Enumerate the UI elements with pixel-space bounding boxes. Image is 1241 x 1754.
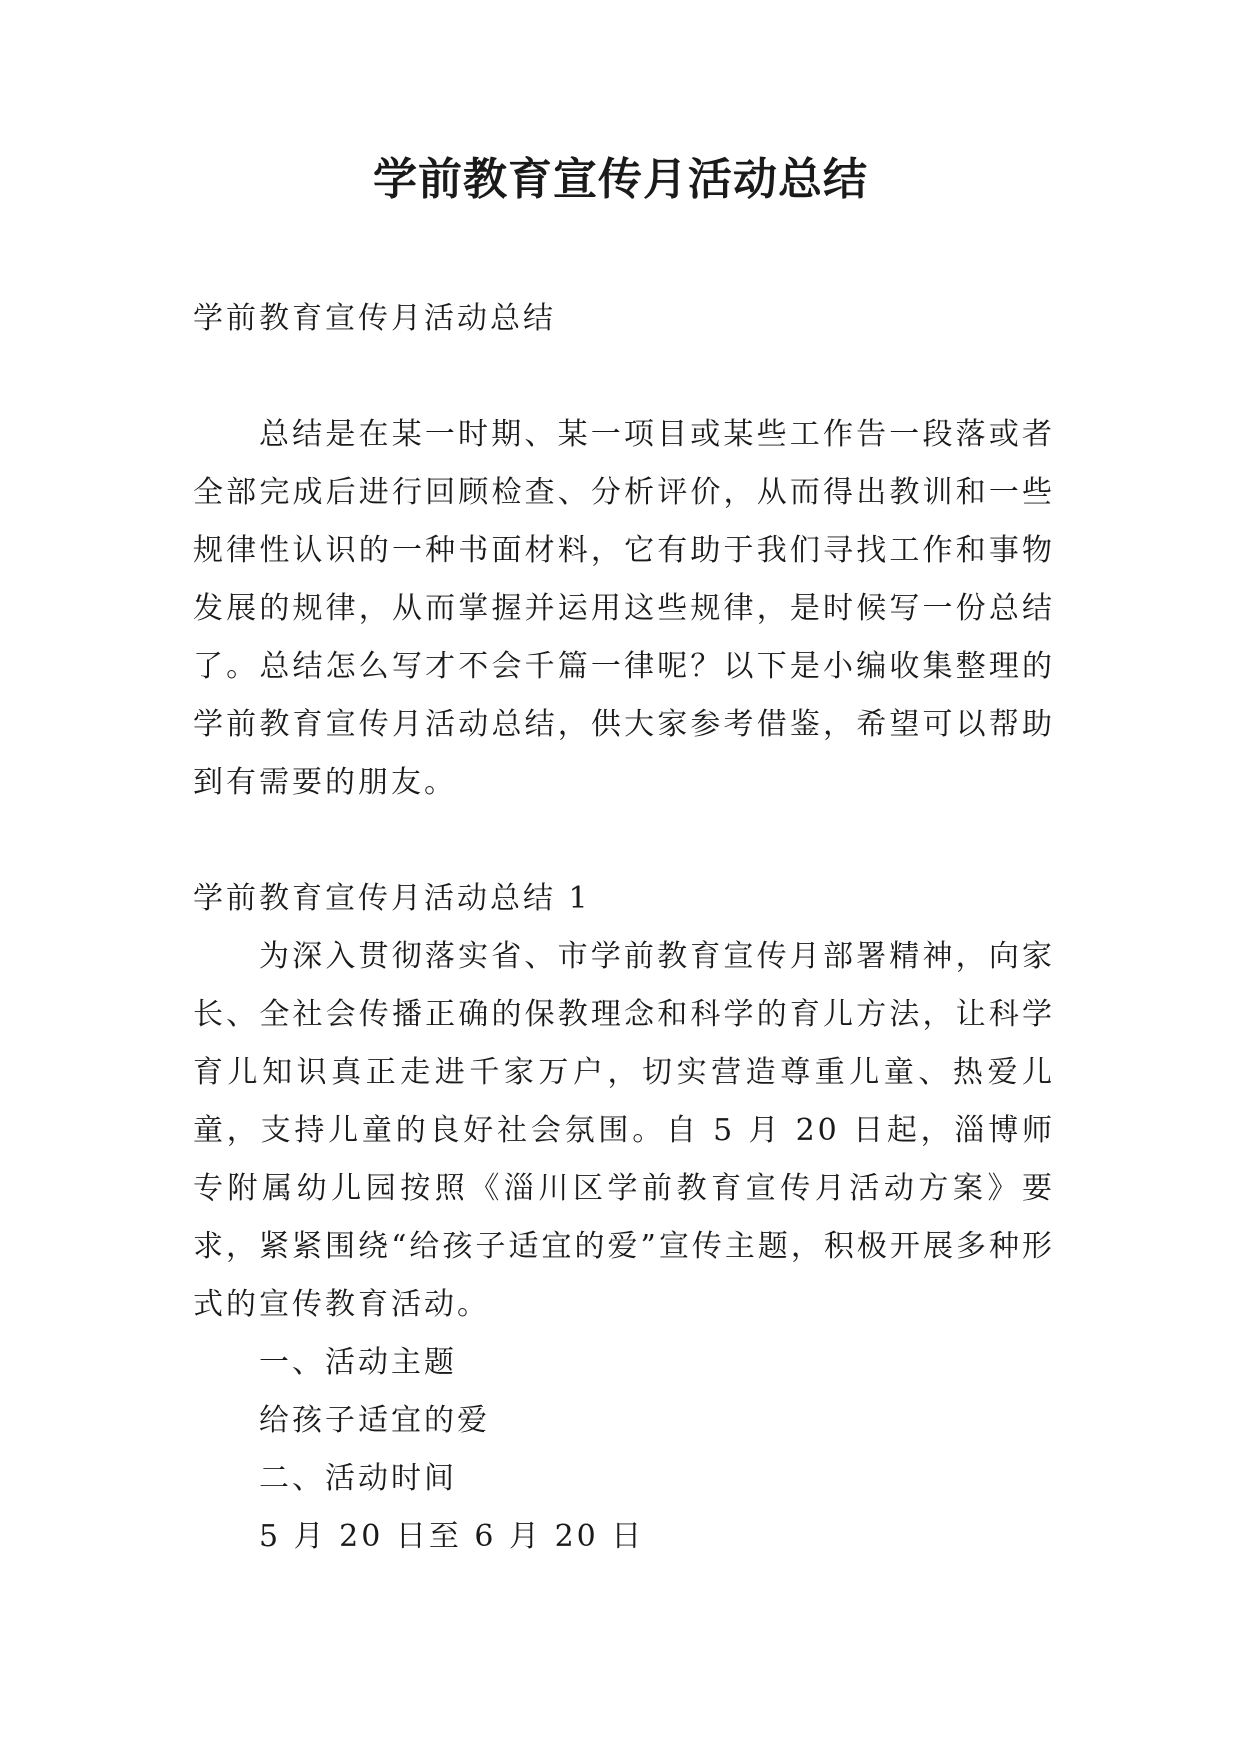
- document-subtitle: 学前教育宣传月活动总结: [193, 301, 556, 336]
- section-paragraph: 为深入贯彻落实省、市学前教育宣传月部署精神，向家长、全社会传播正确的保教理念和科学的育儿方法，让科学育儿知识真正走进千家万户，切实营造尊重儿童、热爱儿童，支持儿童的良好社会氛围。自 5 月 20 日起，淄博师专附属幼儿园按照《淄川区学前教育宣传月活动方案》要求，紧紧围绕“给孩子适宜的爱”宣传主题，积极开展多种形式的宣传教育活动。: [193, 939, 1055, 1322]
- item-heading-theme: 一、活动主题: [259, 1345, 457, 1380]
- document-title: 学前教育宣传月活动总结: [373, 154, 868, 205]
- item-heading-time: 二、活动时间: [259, 1461, 457, 1496]
- intro-paragraph: 总结是在某一时期、某一项目或某些工作告一段落或者全部完成后进行回顾检查、分析评价，从而得出教训和一些规律性认识的一种书面材料，它有助于我们寻找工作和事物发展的规律，从而掌握并运用这些规律，是时候写一份总结了。总结怎么写才不会千篇一律呢？以下是小编收集整理的学前教育宣传月活动总结，供大家参考借鉴，希望可以帮助到有需要的朋友。: [193, 417, 1055, 800]
- item-value-time: 5 月 20 日至 6 月 20 日: [259, 1519, 645, 1554]
- document-body: [193, 290, 1055, 1566]
- section-heading: 学前教育宣传月活动总结 1: [193, 881, 591, 916]
- item-value-theme: 给孩子适宜的爱: [259, 1403, 490, 1438]
